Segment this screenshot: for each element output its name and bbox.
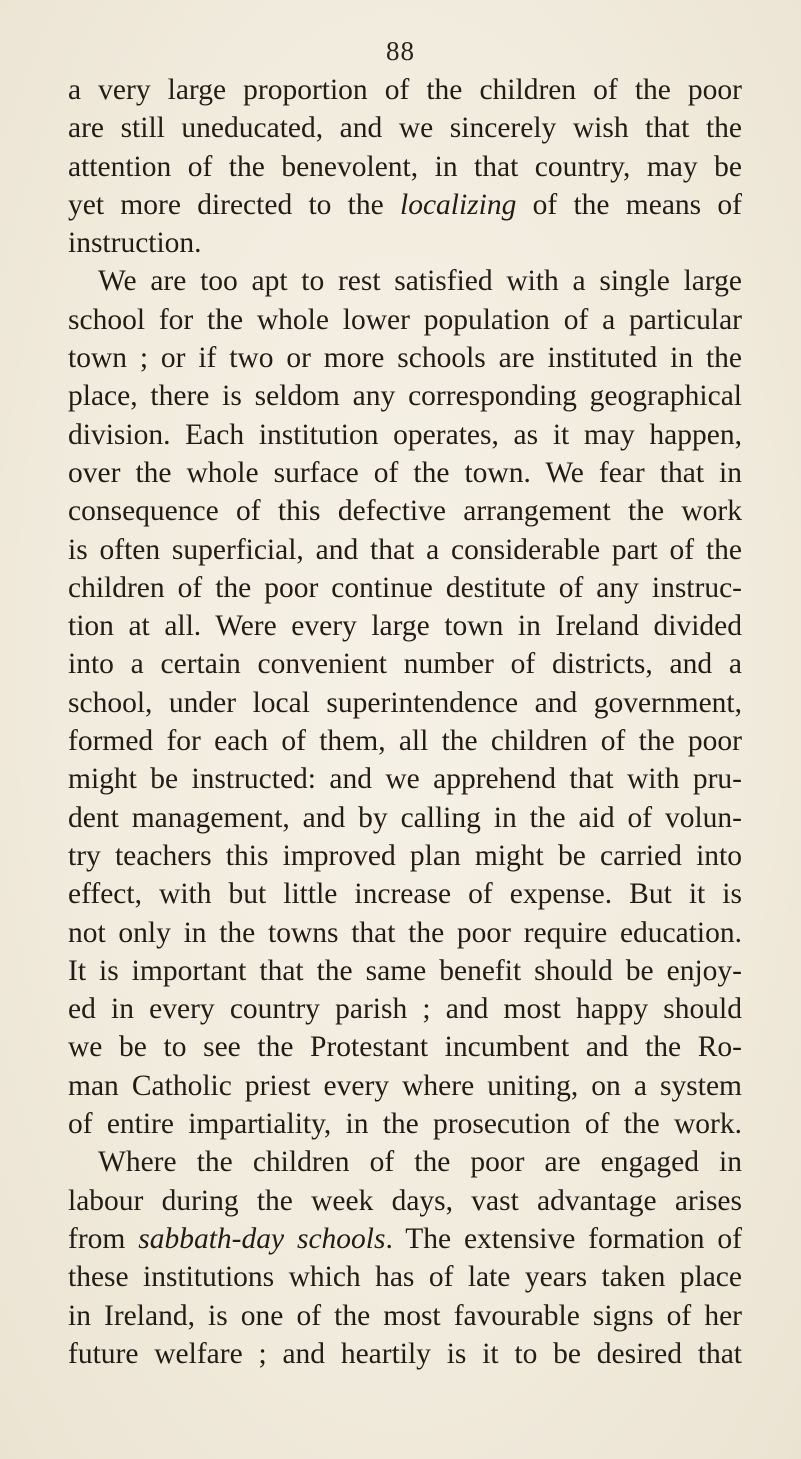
text-line: we be to see the Protestant incumbent and the Ro-	[68, 1031, 742, 1064]
text-segment: from	[68, 1222, 139, 1255]
text-line: is often superficial, and that a considerable part of the	[68, 533, 742, 566]
italic-term: localizing	[400, 188, 517, 221]
text-line: children of the poor continue destitute of any instruc-	[68, 571, 742, 604]
body-text	[68, 71, 742, 1373]
text-line: place, there is seldom any corresponding geographical	[68, 380, 742, 413]
text-line: a very large proportion of the children of the poor	[68, 74, 742, 106]
text-segment: of the means of	[516, 188, 742, 221]
text-segment: yet more directed to the	[68, 188, 400, 221]
text-line: attention of the benevolent, in that country, may be	[68, 150, 742, 183]
text-line	[68, 186, 742, 224]
text-segment: . The extensive formation of	[385, 1222, 743, 1255]
text-line: formed for each of them, all the children of the poor	[68, 725, 742, 758]
text-line: future welfare ; and heartily is it to be desired that	[68, 1337, 742, 1370]
text-line: dent management, and by calling in the aid of volun-	[68, 801, 742, 834]
text-line: ed in every country parish ; and most happy should	[68, 993, 742, 1026]
text-line: might be instructed: and we apprehend that with pru-	[68, 763, 742, 796]
italic-term: sabbath-day schools	[138, 1222, 386, 1255]
text-line: school, under local superintendence and government,	[68, 686, 742, 719]
text-line: are still uneducated, and we sincerely wish that the	[68, 112, 742, 145]
text-line: school for the whole lower population of a particular	[68, 303, 742, 336]
text-line: over the whole surface of the town. We fear that in	[68, 456, 742, 489]
text-line: Where the children of the poor are engaged in	[98, 1146, 742, 1179]
text-line: man Catholic priest every where uniting, on a system	[68, 1069, 742, 1102]
text-line: instruction.	[68, 227, 202, 260]
text-line: these institutions which has of late years taken place	[68, 1261, 742, 1294]
text-line: town ; or if two or more schools are instituted in the	[68, 342, 742, 375]
text-line: division. Each institution operates, as it may happen,	[68, 418, 742, 451]
text-line: into a certain convenient number of districts, and a	[68, 648, 742, 681]
text-line: in Ireland, is one of the most favourable signs of her	[68, 1299, 742, 1332]
text-line: not only in the towns that the poor require education.	[68, 916, 742, 949]
text-line	[68, 1220, 742, 1258]
text-line: It is important that the same benefit should be enjoy-	[68, 954, 742, 987]
text-line: We are too apt to rest satisfied with a single large	[98, 265, 742, 298]
text-line: tion at all. Were every large town in Ireland divided	[68, 610, 742, 643]
text-line: try teachers this improved plan might be carried into	[68, 839, 742, 872]
text-line: consequence of this defective arrangement the work	[68, 495, 742, 528]
page-number: 88	[386, 36, 415, 66]
text-line: labour during the week days, vast advantage arises	[68, 1184, 742, 1217]
text-line: of entire impartiality, in the prosecution of the work.	[68, 1108, 742, 1141]
text-line: effect, with but little increase of expense. But it is	[68, 878, 742, 911]
